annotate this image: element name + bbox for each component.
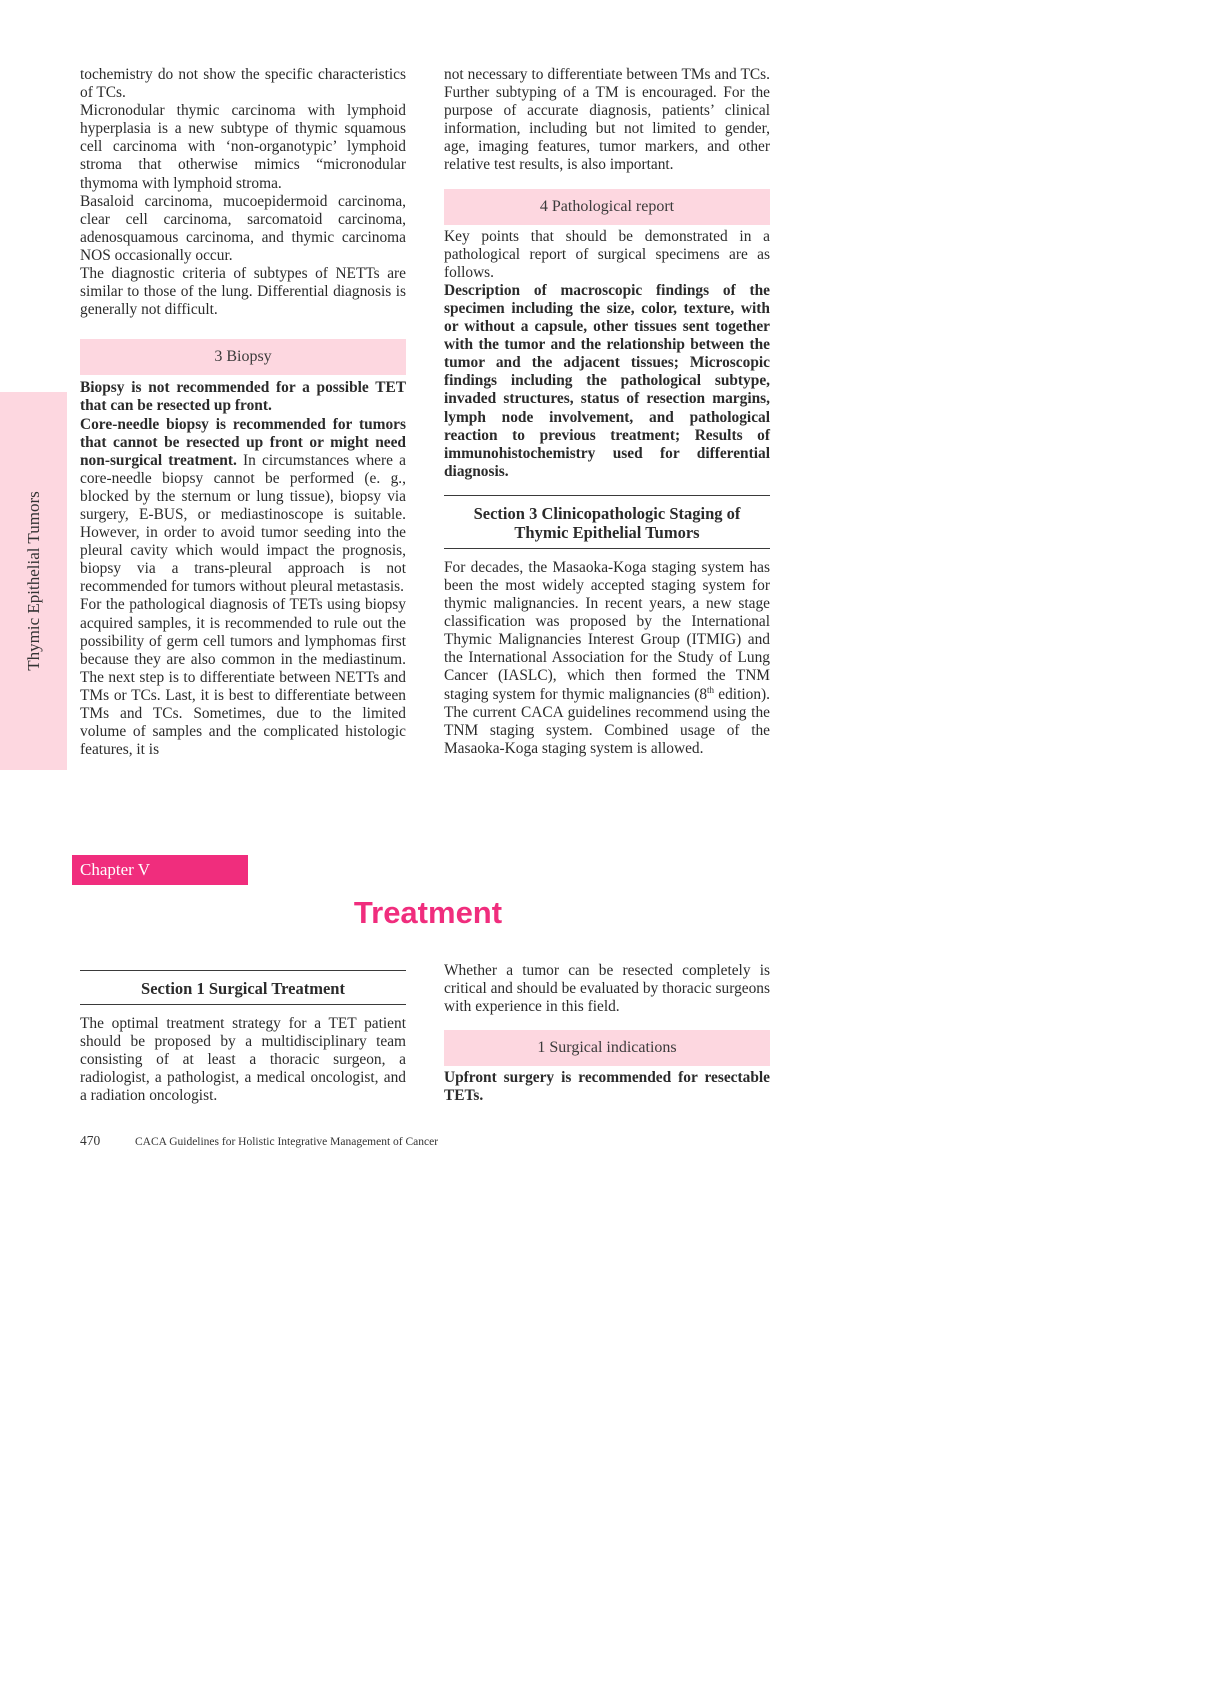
right-column bbox=[444, 66, 770, 758]
left-column bbox=[80, 66, 406, 759]
paragraph: The optimal treatment strategy for a TET patient should be proposed by a multidisciplinary team consisting of at least a thoracic surgeon, a radiologist, a pathologist, a medical oncologist, and a radiation oncologist. bbox=[80, 1015, 406, 1105]
surgical-indications-heading: 1 Surgical indications bbox=[444, 1030, 770, 1066]
page-number: 470 bbox=[80, 1133, 101, 1148]
text: edition). The current CACA guidelines recommend using the TNM staging system. Combined usage of the Masaoka-Koga staging system is allowed. bbox=[444, 685, 770, 757]
bottom-right-column bbox=[444, 962, 770, 1105]
section-3-heading-line: Section 3 Clinicopathologic Staging of bbox=[473, 503, 741, 523]
biopsy-heading: 3 Biopsy bbox=[80, 339, 406, 375]
paragraph: Biopsy is not recommended for a possible TET that can be resected up front. bbox=[80, 379, 406, 415]
superscript: th bbox=[707, 684, 715, 695]
section-1-heading: Section 1 Surgical Treatment bbox=[80, 970, 406, 1005]
paragraph: tochemistry do not show the specific characteristics of TCs. bbox=[80, 66, 406, 102]
text: For decades, the Masaoka-Koga staging system has been the most widely accepted staging system for thymic malignancies. In recent years, a new stage classification was proposed by the International Thymic Malignancies Interest Group (ITMIG) and the International Association for the Study of Lung Cancer (IASLC), which then formed the TNM staging system for thymic malignancies (8 bbox=[444, 558, 770, 703]
paragraph bbox=[444, 559, 770, 758]
book-title: CACA Guidelines for Holistic Integrative Management of Cancer bbox=[135, 1136, 439, 1148]
section-3-heading bbox=[444, 495, 770, 549]
paragraph: not necessary to differentiate between TMs and TCs. Further subtyping of a TM is encouraged. For the purpose of accurate diagnosis, patients’ clinical information, including but not limited to gender, age, imaging features, tumor markers, and other relative test results, is also important. bbox=[444, 66, 770, 174]
paragraph: Upfront surgery is recommended for resectable TETs. bbox=[444, 1069, 770, 1105]
bottom-left-column bbox=[80, 970, 406, 1105]
paragraph: Whether a tumor can be resected completely is critical and should be evaluated by thoracic surgeons with experience in this field. bbox=[444, 962, 770, 1016]
paragraph: The diagnostic criteria of subtypes of NETTs are similar to those of the lung. Differential diagnosis is generally not difficult. bbox=[80, 265, 406, 319]
chapter-label: Chapter V bbox=[72, 855, 248, 885]
paragraph: Description of macroscopic findings of the specimen including the size, color, texture, with or without a capsule, other tissues sent together with the tumor and the relationship between the tumor and the adjacent tissues; Microscopic findings including the pathological subtype, invaded structures, status of resection margins, lymph node involvement, and pathological reaction to previous treatment; Results of immunohistochemistry used for differential diagnosis. bbox=[444, 281, 770, 480]
bold-text: Core-needle biopsy is recommended for tumors that cannot be resected up front or might need non-surgical treatment. bbox=[80, 415, 406, 469]
text: In circumstances where a core-needle biopsy cannot be performed (e. g., blocked by the sternum or lung tissue), biopsy via surgery, E-BUS, or mediastinoscope is suitable. However, in order to avoid tumor seeding into the pleural cavity which would impact the prognosis, biopsy via a trans-pleural approach is not recommended for tumors without pleural metastasis. bbox=[80, 451, 406, 596]
chapter-title: Treatment bbox=[353, 895, 503, 930]
paragraph: Micronodular thymic carcinoma with lymphoid hyperplasia is a new subtype of thymic squamous cell carcinoma with ‘non-organotypic’ lymphoid stroma that otherwise mimics “micronodular thymoma with lymphoid stroma. bbox=[80, 102, 406, 192]
side-tab bbox=[0, 392, 67, 770]
paragraph: For the pathological diagnosis of TETs using biopsy acquired samples, it is recommended to rule out the possibility of germ cell tumors and lymphomas first because they are also common in the mediastinum. The next step is to differentiate between NETTs and TMs or TCs. Last, it is best to differentiate between TMs and TCs. Sometimes, due to the limited volume of samples and the complicated histologic features, it is bbox=[80, 596, 406, 759]
page-footer bbox=[80, 1133, 438, 1149]
side-tab-label: Thymic Epithelial Tumors bbox=[23, 491, 43, 671]
section-3-heading-line: Thymic Epithelial Tumors bbox=[514, 522, 700, 542]
paragraph bbox=[80, 416, 406, 597]
paragraph: Basaloid carcinoma, mucoepidermoid carcinoma, clear cell carcinoma, sarcomatoid carcinoma, adenosquamous carcinoma, and thymic carcinoma NOS occasionally occur. bbox=[80, 192, 406, 264]
paragraph: Key points that should be demonstrated in a pathological report of surgical specimens are as follows. bbox=[444, 227, 770, 281]
pathological-report-heading: 4 Pathological report bbox=[444, 189, 770, 225]
